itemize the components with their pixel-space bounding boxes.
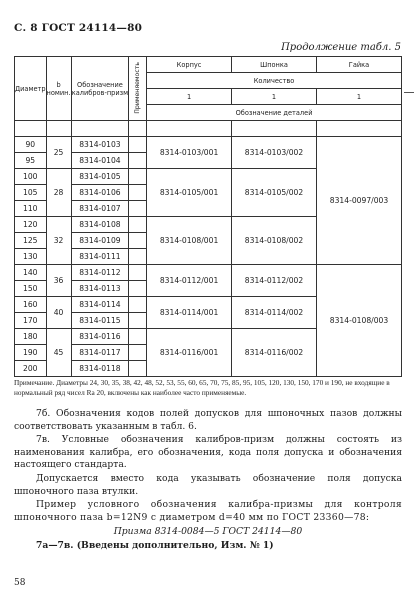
table-row — [15, 265, 402, 281]
table-row — [15, 137, 402, 153]
cell-diameter: 200 — [15, 361, 47, 377]
col-header-shponka: Шпонка — [232, 57, 317, 73]
cell-shponka: 8314-0103/002 — [232, 137, 317, 169]
paragraph-7v-note: Допускается вместо кода указывать обозначение поля допуска шпоночного паза втулки. — [14, 473, 402, 497]
cell-diameter: 95 — [15, 153, 47, 169]
cell-b-nominal: 36 — [46, 265, 71, 297]
cell-caliber-code: 8314-0108 — [71, 217, 129, 233]
cell-korpus: 8314-0112/001 — [147, 265, 232, 297]
table-note: Примечание. Диаметры 24, 30, 35, 38, 42, 48, 52, 53, 55, 60, 65, 70, 75, 85, 95, 105, 120, 130, 150, 170 и 190, не входящие в нормальный ряд чисел Ra 20, включены как наиболее часто применяемые. — [14, 378, 390, 397]
cell-caliber-code: 8314-0111 — [71, 249, 129, 265]
cell-gaika: 8314-0108/003 — [316, 265, 401, 377]
cell-b-nominal: 28 — [46, 169, 71, 217]
cell-shponka: 8314-0108/002 — [232, 217, 317, 265]
cell-applicability — [129, 361, 147, 377]
cell-caliber-code: 8314-0114 — [71, 297, 129, 313]
col-header-gaika: Гайка — [316, 57, 401, 73]
margin-mark — [404, 92, 414, 93]
cell-caliber-code: 8314-0115 — [71, 313, 129, 329]
cell-caliber-code: 8314-0118 — [71, 361, 129, 377]
cell-b-nominal: 40 — [46, 297, 71, 329]
example-designation: Призма 8314-0084—5 ГОСТ 24114—80 — [113, 526, 303, 537]
qty-korpus: 1 — [147, 89, 232, 105]
cell-diameter: 130 — [15, 249, 47, 265]
col-header-quantity: Количество — [147, 73, 402, 89]
cell-shponka: 8314-0112/002 — [232, 265, 317, 297]
cell-applicability — [129, 297, 147, 313]
cell-caliber-code: 8314-0107 — [71, 201, 129, 217]
paragraph-7b: 7б. Обозначения кодов полей допусков для шпоночных пазов должны соответствовать указанным в табл. 6. — [14, 408, 402, 432]
cell-korpus: 8314-0108/001 — [147, 217, 232, 265]
col-header-diameter: Диаметр — [15, 57, 47, 121]
page-header: С. 8 ГОСТ 24114—80 — [14, 22, 143, 34]
cell-diameter: 180 — [15, 329, 47, 345]
cell-gaika: 8314-0097/003 — [316, 137, 401, 265]
cell-applicability — [129, 137, 147, 153]
calibers-table — [14, 56, 402, 377]
cell-applicability — [129, 313, 147, 329]
page-number: 58 — [14, 578, 26, 588]
cell-diameter: 105 — [15, 185, 47, 201]
col-header-korpus: Корпус — [147, 57, 232, 73]
cell-shponka: 8314-0114/002 — [232, 297, 317, 329]
amendment-note: 7а—7в. (Введены дополнительно, Изм. № 1) — [36, 540, 274, 551]
cell-applicability — [129, 217, 147, 233]
cell-caliber-code: 8314-0109 — [71, 233, 129, 249]
cell-applicability — [129, 185, 147, 201]
qty-shponka: 1 — [232, 89, 317, 105]
cell-diameter: 150 — [15, 281, 47, 297]
example-paragraph: Пример условного обозначения калибра-призмы для контроля шпоночного паза b=12N9 с диаметром d=40 мм по ГОСТ 23360—78: — [14, 499, 402, 523]
cell-diameter: 170 — [15, 313, 47, 329]
cell-applicability — [129, 201, 147, 217]
cell-caliber-code: 8314-0116 — [71, 329, 129, 345]
paragraph-7v: 7в. Условные обозначения калибров-призм должны состоять из наименования калибра, его обозначения, кода поля допуска и обозначения настоящего стандарта. — [14, 434, 402, 470]
cell-diameter: 125 — [15, 233, 47, 249]
col-header-parts: Обозначение деталей — [147, 105, 402, 121]
cell-applicability — [129, 329, 147, 345]
cell-b-nominal: 32 — [46, 217, 71, 265]
cell-caliber-code: 8314-0112 — [71, 265, 129, 281]
cell-diameter: 100 — [15, 169, 47, 185]
cell-diameter: 190 — [15, 345, 47, 361]
cell-applicability — [129, 233, 147, 249]
cell-applicability — [129, 281, 147, 297]
cell-diameter: 110 — [15, 201, 47, 217]
col-header-b: b номин. — [46, 57, 71, 121]
cell-korpus: 8314-0103/001 — [147, 137, 232, 169]
col-header-designation: Обозначение калибров-призм — [71, 57, 129, 121]
cell-applicability — [129, 345, 147, 361]
cell-shponka: 8314-0105/002 — [232, 169, 317, 217]
cell-caliber-code: 8314-0106 — [71, 185, 129, 201]
qty-gaika: 1 — [316, 89, 401, 105]
cell-applicability — [129, 153, 147, 169]
cell-caliber-code: 8314-0105 — [71, 169, 129, 185]
cell-caliber-code: 8314-0113 — [71, 281, 129, 297]
table-continuation-label: Продолжение табл. 5 — [281, 42, 401, 53]
cell-diameter: 120 — [15, 217, 47, 233]
cell-caliber-code: 8314-0104 — [71, 153, 129, 169]
cell-diameter: 160 — [15, 297, 47, 313]
col-header-applicability: Применяемость — [129, 57, 147, 121]
cell-applicability — [129, 169, 147, 185]
cell-korpus: 8314-0116/001 — [147, 329, 232, 377]
cell-korpus: 8314-0114/001 — [147, 297, 232, 329]
cell-shponka: 8314-0116/002 — [232, 329, 317, 377]
cell-applicability — [129, 249, 147, 265]
cell-b-nominal: 25 — [46, 137, 71, 169]
cell-caliber-code: 8314-0117 — [71, 345, 129, 361]
cell-b-nominal: 45 — [46, 329, 71, 377]
cell-caliber-code: 8314-0103 — [71, 137, 129, 153]
cell-diameter: 90 — [15, 137, 47, 153]
cell-korpus: 8314-0105/001 — [147, 169, 232, 217]
cell-diameter: 140 — [15, 265, 47, 281]
cell-applicability — [129, 265, 147, 281]
